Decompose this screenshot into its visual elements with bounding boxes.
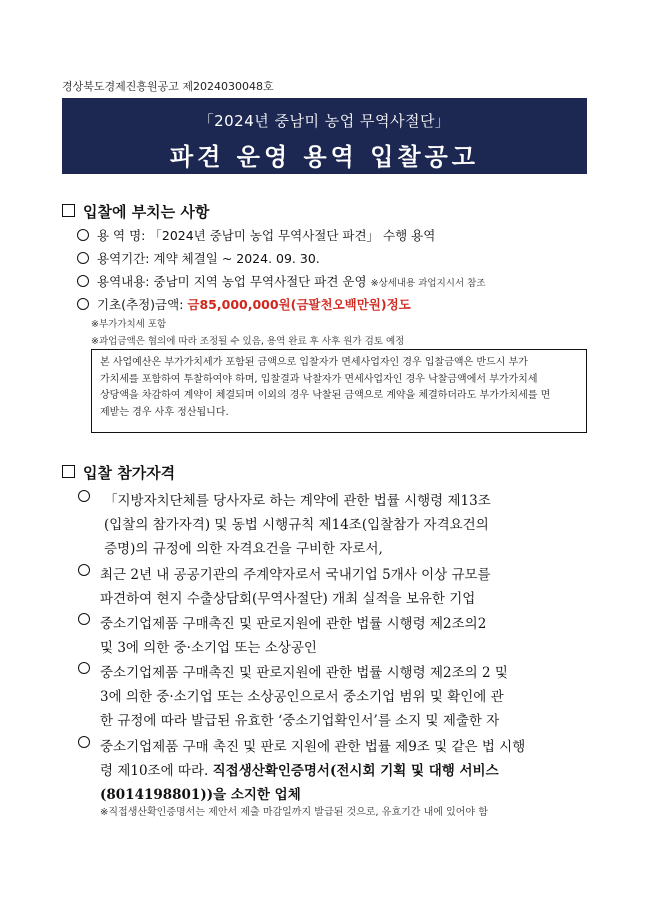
circle-bullet-icon	[77, 229, 89, 241]
estimated-amount: 금85,000,000원(금팔천오백만원)	[187, 297, 387, 312]
title-subtitle: 「2024년 중남미 농업 무역사절단」	[198, 112, 451, 130]
circle-bullet-icon	[78, 736, 90, 748]
circle-bullet-icon	[78, 662, 90, 674]
circle-bullet-icon	[78, 564, 90, 576]
square-bullet-icon	[62, 204, 75, 217]
certificate-footnote: ※직접생산확인증명서는 제안서 제출 마감일까지 발급된 것으로, 유효기간 내에 있어야 함	[100, 807, 488, 818]
page-title: 파견 운영 용역 입찰공고	[170, 143, 479, 171]
list-item-service-name: 용 역 명: 「2024년 중남미 농업 무역사절단 파견」 수행 용역	[77, 226, 435, 244]
list-item-estimated-amount: 기초(추정)금액: 금85,000,000원(금팔천오백만원)정도	[77, 295, 411, 313]
section-heading-qualification: 입찰 참가자격	[62, 462, 175, 483]
circle-bullet-icon	[77, 252, 89, 264]
list-item-service-content: 용역내용: 중남미 지역 농업 무역사절단 파견 운영 ※상세내용 과업지시서 참조	[77, 272, 486, 290]
title-banner	[62, 98, 587, 174]
vat-notice-box: 본 사업예산은 부가가치세가 포함된 금액으로 입찰자가 면세사업자인 경우 입찰금액은 반드시 부가 가치세를 포함하여 투찰하여야 하며, 입찰결과 낙찰자가 면세사업자인 경우 낙찰금액에서 부가가치세 상당액을 차감하여 계약이 체결되며 이외의 경우 낙찰된 금액으로 계약을 체결하더라도 부가가치세를 면 제받는 경우 사후 정산됩니다.	[91, 349, 587, 433]
circle-bullet-icon	[77, 275, 89, 287]
direct-production-cert: 직접생산확인증명서(전시회 기획 및 대행 서비스	[212, 763, 499, 779]
amount-adjust-note: ※과업금액은 협의에 따라 조정될 수 있음, 용역 완료 후 사후 원가 검토 예정	[91, 336, 405, 347]
circle-bullet-icon	[77, 298, 89, 310]
vat-note: ※부가가치세 포함	[91, 319, 167, 330]
list-item-service-period: 용역기간: 계약 체결일 ~ 2024. 09. 30.	[77, 249, 320, 267]
section-heading-bid-items: 입찰에 부치는 사항	[62, 201, 209, 222]
circle-bullet-icon	[78, 490, 90, 502]
circle-bullet-icon	[78, 613, 90, 625]
square-bullet-icon	[62, 465, 75, 478]
document-number: 경상북도경제진흥원공고 제2024030048호	[62, 80, 274, 93]
detail-note: ※상세내용 과업지시서 참조	[370, 278, 486, 289]
